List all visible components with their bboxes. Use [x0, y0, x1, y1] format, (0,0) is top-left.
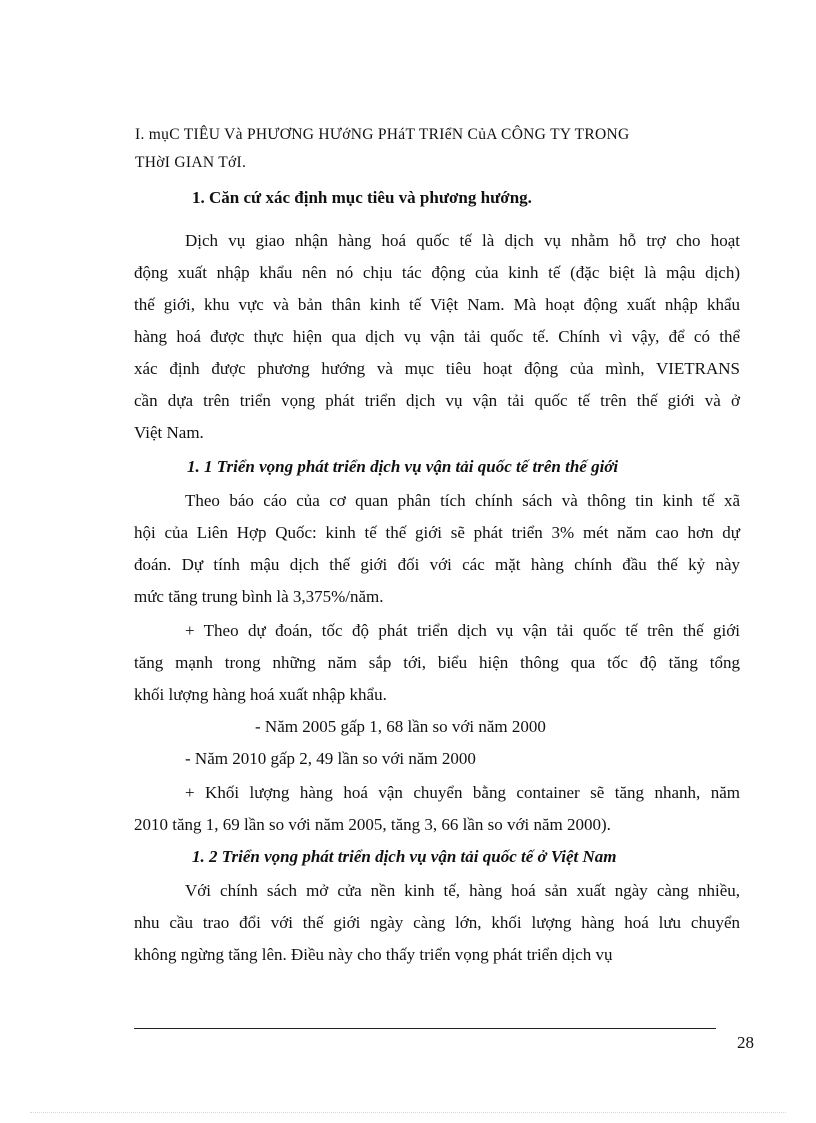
section-heading-line-1: I. mụC TIÊU Và PHƯƠNG HƯớNG PHáT TRIểN CủA CÔNG TY TRONG: [135, 126, 630, 143]
page-bottom-border: [30, 1112, 786, 1113]
paragraph-2-line: đoán. Dự tính mậu dịch thế giới đối với các mặt hàng chính đầu thế kỷ này: [134, 555, 740, 574]
paragraph-3-line: tăng mạnh trong những năm sắp tới, biểu hiện thông qua tốc độ tăng tổng: [134, 653, 740, 672]
paragraph-2-line: hội của Liên Hợp Quốc: kinh tế thế giới sẽ phát triển 3% mét năm cao hơn dự: [134, 523, 740, 542]
bullet-item: - Năm 2005 gấp 1, 68 lần so với năm 2000: [255, 717, 546, 736]
paragraph-4-line: + Khối lượng hàng hoá vận chuyển bằng container sẽ tăng nhanh, năm: [185, 783, 740, 802]
paragraph-3-line: khối lượng hàng hoá xuất nhập khẩu.: [134, 685, 387, 704]
paragraph-1-line: Việt Nam.: [134, 423, 204, 442]
paragraph-1-line: hàng hoá được thực hiện qua dịch vụ vận tải quốc tế. Chính vì vậy, để có thể: [134, 327, 740, 346]
paragraph-5-line: Với chính sách mở cửa nền kinh tế, hàng hoá sản xuất ngày càng nhiều,: [185, 881, 740, 900]
heading-1: 1. Căn cứ xác định mục tiêu và phương hướng.: [192, 188, 532, 207]
paragraph-2-line: Theo báo cáo của cơ quan phân tích chính sách và thông tin kinh tế xã: [185, 491, 740, 510]
bullet-item: - Năm 2010 gấp 2, 49 lần so với năm 2000: [185, 749, 476, 768]
footer-rule: [134, 1028, 716, 1029]
paragraph-1-line: cần dựa trên triển vọng phát triển dịch vụ vận tải quốc tế trên thế giới và ở: [134, 391, 740, 410]
paragraph-1-line: thế giới, khu vực và bản thân kinh tế Việt Nam. Mà hoạt động xuất nhập khẩu: [134, 295, 740, 314]
paragraph-1-line: động xuất nhập khẩu nên nó chịu tác động của kinh tế (đặc biệt là mậu dịch): [134, 263, 740, 282]
paragraph-4-line: 2010 tăng 1, 69 lần so với năm 2005, tăng 3, 66 lần so với năm 2000).: [134, 815, 611, 834]
section-heading-line-2: THờI GIAN TớI.: [135, 154, 247, 171]
heading-1-2: 1. 2 Triển vọng phát triển dịch vụ vận tải quốc tế ở Việt Nam: [192, 847, 617, 866]
page-number: 28: [737, 1033, 754, 1052]
paragraph-1-line: xác định được phương hướng và mục tiêu hoạt động của mình, VIETRANS: [134, 359, 740, 378]
paragraph-1-line: Dịch vụ giao nhận hàng hoá quốc tế là dịch vụ nhằm hỗ trợ cho hoạt: [185, 231, 740, 250]
paragraph-2-line: mức tăng trung bình là 3,375%/năm.: [134, 587, 384, 606]
paragraph-5-line: nhu cầu trao đổi với thế giới ngày càng lớn, khối lượng hàng hoá lưu chuyển: [134, 913, 740, 932]
paragraph-3-line: + Theo dự đoán, tốc độ phát triển dịch vụ vận tải quốc tế trên thế giới: [185, 621, 740, 640]
paragraph-5-line: không ngừng tăng lên. Điều này cho thấy triển vọng phát triển dịch vụ: [134, 945, 613, 964]
heading-1-1: 1. 1 Triển vọng phát triển dịch vụ vận tải quốc tế trên thế giới: [187, 457, 619, 476]
